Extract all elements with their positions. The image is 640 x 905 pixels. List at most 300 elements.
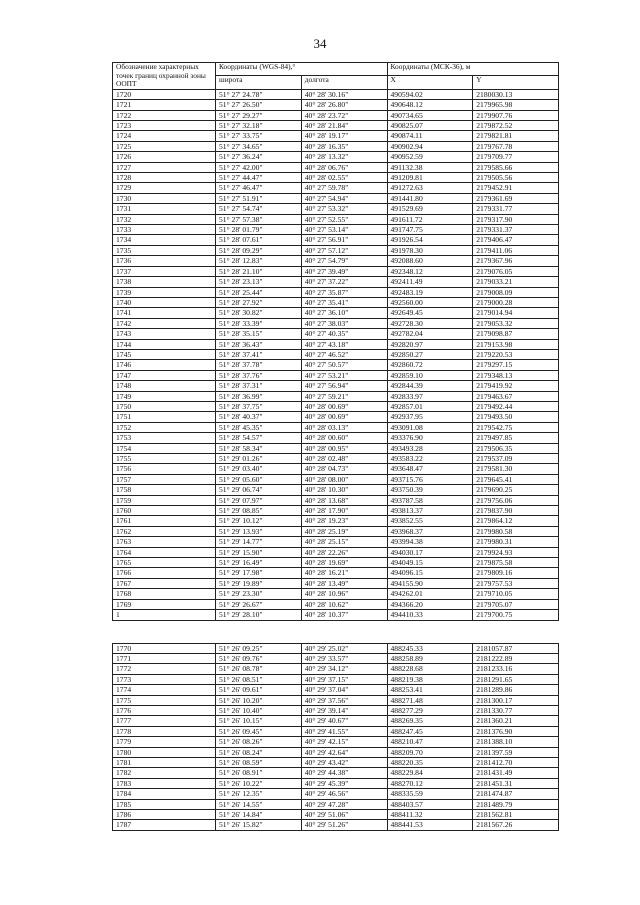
- point-id-cell: 1786: [113, 810, 216, 820]
- point-id-cell: 1759: [113, 495, 216, 505]
- point-id-cell: 1781: [113, 757, 216, 767]
- table-row: [113, 454, 559, 464]
- latitude-cell: 51° 26' 14.84": [216, 810, 302, 820]
- y-cell: 2179317.90: [473, 214, 559, 224]
- x-cell: 494096.15: [387, 568, 473, 578]
- latitude-cell: 51° 27' 24.78": [216, 89, 302, 99]
- table-row: [113, 799, 559, 809]
- latitude-cell: 51° 27' 32.18": [216, 121, 302, 131]
- latitude-cell: 51° 27' 54.74": [216, 204, 302, 214]
- x-cell: 488258.89: [387, 653, 473, 663]
- point-id-cell: 1741: [113, 308, 216, 318]
- x-cell: 491132.38: [387, 162, 473, 172]
- latitude-cell: 51° 26' 09.25": [216, 643, 302, 653]
- y-cell: 2181376.90: [473, 726, 559, 736]
- x-cell: 490825.07: [387, 121, 473, 131]
- longitude-cell: 40° 27' 35.41": [301, 297, 387, 307]
- table-row: [113, 485, 559, 495]
- table-row: [113, 287, 559, 297]
- point-id-cell: 1752: [113, 422, 216, 432]
- latitude-cell: 51° 27' 57.38": [216, 214, 302, 224]
- longitude-header: долгота: [301, 76, 387, 89]
- table-row: [113, 737, 559, 747]
- latitude-cell: 51° 28' 58.34": [216, 443, 302, 453]
- longitude-cell: 40° 27' 35.87": [301, 287, 387, 297]
- point-id-cell: 1748: [113, 381, 216, 391]
- latitude-cell: 51° 27' 51.91": [216, 193, 302, 203]
- point-id-cell: 1774: [113, 685, 216, 695]
- longitude-cell: 40° 27' 53.21": [301, 370, 387, 380]
- table-row: [113, 495, 559, 505]
- table-row: [113, 578, 559, 588]
- latitude-cell: 51° 28' 37.41": [216, 349, 302, 359]
- point-id-cell: 1725: [113, 141, 216, 151]
- longitude-cell: 40° 27' 37.22": [301, 277, 387, 287]
- table-row: [113, 339, 559, 349]
- table-row: [113, 568, 559, 578]
- longitude-cell: 40° 27' 56.91": [301, 235, 387, 245]
- longitude-cell: 40° 29' 42.64": [301, 747, 387, 757]
- y-cell: 2181289.86: [473, 685, 559, 695]
- latitude-cell: 51° 28' 09.29": [216, 245, 302, 255]
- table-row: [113, 610, 559, 620]
- point-id-cell: 1740: [113, 297, 216, 307]
- y-cell: 2181412.70: [473, 757, 559, 767]
- table-row: [113, 173, 559, 183]
- point-id-cell: 1779: [113, 737, 216, 747]
- y-cell: 2179537.09: [473, 454, 559, 464]
- longitude-cell: 40° 28' 25.15": [301, 537, 387, 547]
- y-cell: 2179331.77: [473, 204, 559, 214]
- point-id-cell: 1739: [113, 287, 216, 297]
- point-id-cell: 1755: [113, 454, 216, 464]
- table-row: [113, 308, 559, 318]
- y-cell: 2179585.66: [473, 162, 559, 172]
- point-id-cell: 1783: [113, 778, 216, 788]
- x-cell: 492857.01: [387, 401, 473, 411]
- x-cell: 488245.33: [387, 643, 473, 653]
- y-cell: 2179872.52: [473, 121, 559, 131]
- table-row: [113, 193, 559, 203]
- table-row: [113, 245, 559, 255]
- x-cell: 493715.76: [387, 474, 473, 484]
- latitude-cell: 51° 29' 07.97": [216, 495, 302, 505]
- table-row: [113, 674, 559, 684]
- longitude-cell: 40° 28' 19.17": [301, 131, 387, 141]
- point-id-cell: 1747: [113, 370, 216, 380]
- longitude-cell: 40° 28' 04.73": [301, 464, 387, 474]
- point-id-cell: 1756: [113, 464, 216, 474]
- longitude-cell: 40° 29' 42.15": [301, 737, 387, 747]
- longitude-cell: 40° 28' 13.32": [301, 152, 387, 162]
- y-cell: 2181431.49: [473, 768, 559, 778]
- table-row: [113, 297, 559, 307]
- x-header: X: [387, 76, 473, 89]
- longitude-cell: 40° 29' 44.38": [301, 768, 387, 778]
- latitude-cell: 51° 28' 37.78": [216, 360, 302, 370]
- y-cell: 2179367.96: [473, 256, 559, 266]
- latitude-cell: 51° 28' 40.37": [216, 412, 302, 422]
- x-cell: 492483.19: [387, 287, 473, 297]
- coordinates-table: [112, 62, 559, 831]
- table-row: [113, 653, 559, 663]
- y-cell: 2179348.13: [473, 370, 559, 380]
- y-cell: 2179053.32: [473, 318, 559, 328]
- table-row: [113, 433, 559, 443]
- latitude-cell: 51° 26' 10.40": [216, 705, 302, 715]
- latitude-cell: 51° 28' 01.79": [216, 225, 302, 235]
- point-id-cell: 1734: [113, 235, 216, 245]
- y-cell: 2181451.31: [473, 778, 559, 788]
- y-cell: 2181057.87: [473, 643, 559, 653]
- latitude-cell: 51° 28' 35.15": [216, 329, 302, 339]
- table-gap: [113, 620, 559, 643]
- table-row: [113, 695, 559, 705]
- latitude-cell: 51° 26' 15.82": [216, 820, 302, 830]
- longitude-cell: 40° 28' 10.62": [301, 599, 387, 609]
- longitude-cell: 40° 27' 46.52": [301, 349, 387, 359]
- x-cell: 488271.48: [387, 695, 473, 705]
- wgs84-header: Координаты (WGS-84),°: [216, 63, 388, 76]
- table-row: [113, 726, 559, 736]
- longitude-cell: 40° 29' 34.12": [301, 664, 387, 674]
- x-cell: 488220.35: [387, 757, 473, 767]
- x-cell: 490902.94: [387, 141, 473, 151]
- longitude-cell: 40° 28' 10.37": [301, 610, 387, 620]
- longitude-cell: 40° 29' 37.15": [301, 674, 387, 684]
- x-cell: 494366.20: [387, 599, 473, 609]
- table-row: [113, 391, 559, 401]
- x-cell: 488229.84: [387, 768, 473, 778]
- longitude-cell: 40° 27' 52.55": [301, 214, 387, 224]
- longitude-cell: 40° 27' 53.32": [301, 204, 387, 214]
- table-row: [113, 789, 559, 799]
- table-row: [113, 716, 559, 726]
- table-row: [113, 225, 559, 235]
- x-cell: 494049.15: [387, 558, 473, 568]
- x-cell: 494262.01: [387, 589, 473, 599]
- table-row: [113, 768, 559, 778]
- longitude-cell: 40° 28' 00.69": [301, 412, 387, 422]
- longitude-cell: 40° 29' 25.02": [301, 643, 387, 653]
- point-id-cell: 1729: [113, 183, 216, 193]
- longitude-cell: 40° 29' 40.67": [301, 716, 387, 726]
- y-cell: 2179361.69: [473, 193, 559, 203]
- table-row: [113, 162, 559, 172]
- table-gap-row: [113, 620, 559, 643]
- y-cell: 2181300.17: [473, 695, 559, 705]
- latitude-cell: 51° 29' 26.67": [216, 599, 302, 609]
- x-cell: 493750.39: [387, 485, 473, 495]
- x-cell: 491978.30: [387, 245, 473, 255]
- latitude-cell: 51° 29' 13.93": [216, 526, 302, 536]
- latitude-cell: 51° 28' 27.92": [216, 297, 302, 307]
- point-id-cell: 1764: [113, 547, 216, 557]
- table-row: [113, 100, 559, 110]
- latitude-cell: 51° 28' 21.10": [216, 266, 302, 276]
- page-number: 34: [313, 36, 327, 51]
- x-cell: 490594.02: [387, 89, 473, 99]
- longitude-cell: 40° 28' 00.95": [301, 443, 387, 453]
- longitude-cell: 40° 29' 51.06": [301, 810, 387, 820]
- x-cell: 491611.72: [387, 214, 473, 224]
- y-cell: 2179542.75: [473, 422, 559, 432]
- y-cell: 2179297.15: [473, 360, 559, 370]
- longitude-cell: 40° 27' 36.10": [301, 308, 387, 318]
- latitude-cell: 51° 28' 37.75": [216, 401, 302, 411]
- point-id-cell: 1732: [113, 214, 216, 224]
- x-cell: 493852.55: [387, 516, 473, 526]
- x-cell: 493968.37: [387, 526, 473, 536]
- y-cell: 2180030.13: [473, 89, 559, 99]
- msk36-header: Координаты (МСК-36), м: [387, 63, 559, 76]
- table-row: [113, 381, 559, 391]
- point-id-cell: 1750: [113, 401, 216, 411]
- longitude-cell: 40° 29' 47.28": [301, 799, 387, 809]
- y-cell: 2181474.87: [473, 789, 559, 799]
- y-cell: 2179014.94: [473, 308, 559, 318]
- table-row: [113, 349, 559, 359]
- table-row: [113, 664, 559, 674]
- longitude-cell: 40° 28' 06.76": [301, 162, 387, 172]
- latitude-cell: 51° 26' 08.51": [216, 674, 302, 684]
- longitude-cell: 40° 27' 56.94": [301, 381, 387, 391]
- latitude-cell: 51° 29' 16.49": [216, 558, 302, 568]
- longitude-cell: 40° 27' 59.78": [301, 183, 387, 193]
- latitude-cell: 51° 27' 36.24": [216, 152, 302, 162]
- latitude-cell: 51° 28' 07.61": [216, 235, 302, 245]
- latitude-cell: 51° 26' 10.22": [216, 778, 302, 788]
- latitude-cell: 51° 26' 12.35": [216, 789, 302, 799]
- latitude-cell: 51° 26' 08.91": [216, 768, 302, 778]
- y-cell: 2179864.12: [473, 516, 559, 526]
- table-row: [113, 370, 559, 380]
- table-row: [113, 516, 559, 526]
- x-cell: 488269.35: [387, 716, 473, 726]
- latitude-cell: 51° 29' 17.98": [216, 568, 302, 578]
- y-cell: 2179907.76: [473, 110, 559, 120]
- x-cell: 492820.97: [387, 339, 473, 349]
- latitude-cell: 51° 29' 14.77": [216, 537, 302, 547]
- table-row: [113, 266, 559, 276]
- latitude-cell: 51° 29' 08.85": [216, 506, 302, 516]
- x-cell: 492860.72: [387, 360, 473, 370]
- y-cell: 2179980.58: [473, 526, 559, 536]
- x-cell: 490952.59: [387, 152, 473, 162]
- longitude-cell: 40° 27' 39.49": [301, 266, 387, 276]
- y-cell: 2179581.30: [473, 464, 559, 474]
- table-row: [113, 537, 559, 547]
- point-id-cell: 1772: [113, 664, 216, 674]
- table-row: [113, 643, 559, 653]
- longitude-cell: 40° 29' 51.26": [301, 820, 387, 830]
- x-cell: 490874.11: [387, 131, 473, 141]
- table-row: [113, 705, 559, 715]
- table-row: [113, 810, 559, 820]
- latitude-cell: 51° 28' 23.13": [216, 277, 302, 287]
- point-id-cell: 1749: [113, 391, 216, 401]
- x-cell: 493376.90: [387, 433, 473, 443]
- x-cell: 493091.08: [387, 422, 473, 432]
- latitude-cell: 51° 28' 25.44": [216, 287, 302, 297]
- table-row: [113, 474, 559, 484]
- y-cell: 2181562.81: [473, 810, 559, 820]
- point-id-cell: 1727: [113, 162, 216, 172]
- latitude-cell: 51° 29' 05.60": [216, 474, 302, 484]
- longitude-cell: 40° 28' 03.13": [301, 422, 387, 432]
- x-cell: 493583.22: [387, 454, 473, 464]
- gap-cell: [113, 620, 559, 643]
- longitude-cell: 40° 28' 30.16": [301, 89, 387, 99]
- x-cell: 491209.81: [387, 173, 473, 183]
- latitude-cell: 51° 28' 36.99": [216, 391, 302, 401]
- table-row: [113, 277, 559, 287]
- x-cell: 491747.75: [387, 225, 473, 235]
- x-cell: 492859.10: [387, 370, 473, 380]
- table-row: [113, 110, 559, 120]
- table-row: [113, 820, 559, 830]
- table-row: [113, 778, 559, 788]
- y-cell: 2179705.07: [473, 599, 559, 609]
- y-cell: 2179331.37: [473, 225, 559, 235]
- longitude-cell: 40° 28' 16.21": [301, 568, 387, 578]
- x-cell: 492833.97: [387, 391, 473, 401]
- table-row: [113, 329, 559, 339]
- longitude-cell: 40° 28' 13.68": [301, 495, 387, 505]
- x-cell: 493813.37: [387, 506, 473, 516]
- longitude-cell: 40° 27' 38.03": [301, 318, 387, 328]
- x-cell: 493648.47: [387, 464, 473, 474]
- x-cell: 494030.17: [387, 547, 473, 557]
- y-cell: 2179809.16: [473, 568, 559, 578]
- y-cell: 2181360.21: [473, 716, 559, 726]
- y-cell: 2181233.16: [473, 664, 559, 674]
- x-cell: 494410.33: [387, 610, 473, 620]
- table-row: [113, 152, 559, 162]
- point-id-cell: 1784: [113, 789, 216, 799]
- point-id-cell: 1753: [113, 433, 216, 443]
- longitude-cell: 40° 29' 37.04": [301, 685, 387, 695]
- table-row: [113, 89, 559, 99]
- longitude-cell: 40° 28' 02.48": [301, 454, 387, 464]
- longitude-cell: 40° 28' 25.19": [301, 526, 387, 536]
- x-cell: 492649.45: [387, 308, 473, 318]
- y-cell: 2181567.26: [473, 820, 559, 830]
- longitude-cell: 40° 27' 53.14": [301, 225, 387, 235]
- table-row: [113, 558, 559, 568]
- point-id-cell: 1763: [113, 537, 216, 547]
- point-id-cell: 1757: [113, 474, 216, 484]
- x-cell: 491926.54: [387, 235, 473, 245]
- point-id-cell: 1743: [113, 329, 216, 339]
- longitude-cell: 40° 28' 19.23": [301, 516, 387, 526]
- y-cell: 2179980.31: [473, 537, 559, 547]
- table-row: [113, 131, 559, 141]
- point-id-cell: 1768: [113, 589, 216, 599]
- x-cell: 488247.45: [387, 726, 473, 736]
- point-id-cell: 1721: [113, 100, 216, 110]
- y-cell: 2179757.53: [473, 578, 559, 588]
- y-cell: 2179463.67: [473, 391, 559, 401]
- longitude-cell: 40° 28' 23.72": [301, 110, 387, 120]
- x-cell: 488277.29: [387, 705, 473, 715]
- y-cell: 2179756.06: [473, 495, 559, 505]
- table-row: [113, 685, 559, 695]
- longitude-cell: 40° 29' 43.42": [301, 757, 387, 767]
- y-cell: 2179875.58: [473, 558, 559, 568]
- latitude-cell: 51° 28' 33.39": [216, 318, 302, 328]
- longitude-cell: 40° 29' 41.55": [301, 726, 387, 736]
- y-cell: 2181388.10: [473, 737, 559, 747]
- latitude-cell: 51° 27' 42.00": [216, 162, 302, 172]
- latitude-cell: 51° 27' 33.75": [216, 131, 302, 141]
- latitude-cell: 51° 28' 30.82": [216, 308, 302, 318]
- table-row: [113, 547, 559, 557]
- point-id-cell: 1767: [113, 578, 216, 588]
- latitude-cell: 51° 28' 12.83": [216, 256, 302, 266]
- y-cell: 2179505.56: [473, 173, 559, 183]
- y-cell: 2179767.78: [473, 141, 559, 151]
- x-cell: 490734.65: [387, 110, 473, 120]
- latitude-cell: 51° 29' 23.30": [216, 589, 302, 599]
- latitude-cell: 51° 27' 34.65": [216, 141, 302, 151]
- longitude-cell: 40° 28' 10.96": [301, 589, 387, 599]
- latitude-cell: 51° 26' 14.55": [216, 799, 302, 809]
- latitude-cell: 51° 26' 08.59": [216, 757, 302, 767]
- point-id-cell: 1775: [113, 695, 216, 705]
- y-cell: 2179419.92: [473, 381, 559, 391]
- point-id-cell: 1745: [113, 349, 216, 359]
- longitude-cell: 40° 28' 13.49": [301, 578, 387, 588]
- longitude-cell: 40° 27' 59.21": [301, 391, 387, 401]
- longitude-cell: 40° 27' 57.12": [301, 245, 387, 255]
- latitude-cell: 51° 26' 09.76": [216, 653, 302, 663]
- latitude-cell: 51° 26' 08.78": [216, 664, 302, 674]
- point-id-cell: 1751: [113, 412, 216, 422]
- point-id-cell: 1766: [113, 568, 216, 578]
- table-row: [113, 235, 559, 245]
- point-id-cell: 1785: [113, 799, 216, 809]
- y-cell: 2179690.25: [473, 485, 559, 495]
- point-id-cell: 1738: [113, 277, 216, 287]
- x-cell: 488335.59: [387, 789, 473, 799]
- longitude-cell: 40° 28' 19.69": [301, 558, 387, 568]
- y-header: Y: [473, 76, 559, 89]
- x-cell: 488403.57: [387, 799, 473, 809]
- longitude-cell: 40° 28' 17.90": [301, 506, 387, 516]
- x-cell: 488209.70: [387, 747, 473, 757]
- point-id-cell: 1722: [113, 110, 216, 120]
- table-row: [113, 589, 559, 599]
- x-cell: 492560.00: [387, 297, 473, 307]
- point-id-cell: 1723: [113, 121, 216, 131]
- x-cell: 492937.95: [387, 412, 473, 422]
- longitude-cell: 40° 28' 02.55": [301, 173, 387, 183]
- latitude-cell: 51° 29' 06.74": [216, 485, 302, 495]
- y-cell: 2181222.89: [473, 653, 559, 663]
- latitude-cell: 51° 26' 10.20": [216, 695, 302, 705]
- y-cell: 2179008.09: [473, 287, 559, 297]
- y-cell: 2181397.59: [473, 747, 559, 757]
- point-id-cell: 1776: [113, 705, 216, 715]
- table-row: [113, 318, 559, 328]
- point-id-cell: 1736: [113, 256, 216, 266]
- latitude-cell: 51° 26' 09.45": [216, 726, 302, 736]
- y-cell: 2179645.41: [473, 474, 559, 484]
- latitude-cell: 51° 29' 10.12": [216, 516, 302, 526]
- longitude-cell: 40° 27' 54.94": [301, 193, 387, 203]
- latitude-cell: 51° 27' 26.50": [216, 100, 302, 110]
